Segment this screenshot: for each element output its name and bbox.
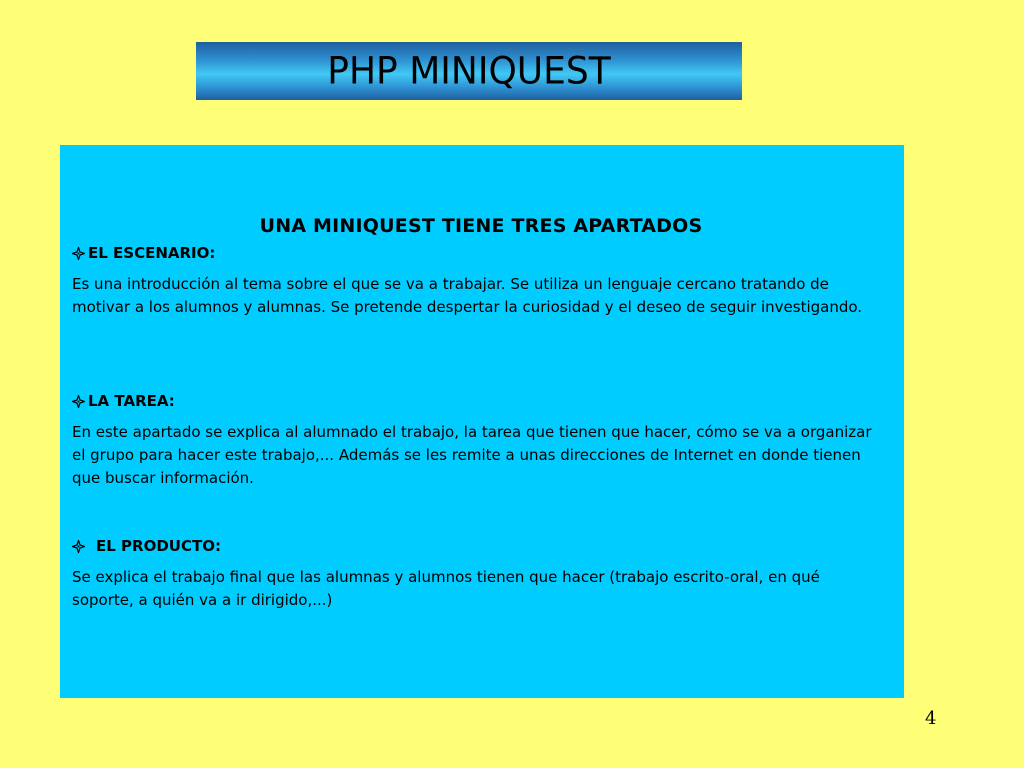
section-title-label: EL ESCENARIO: <box>88 244 216 262</box>
section-body-escenario: Es una introducción al tema sobre el que se va a trabajar. Se utiliza un lenguaje cercano tratando de motivar a los alumnos y alumnas. Se pretende despertar la curiosidad y el deseo de seguir investigando. <box>72 275 863 316</box>
section-body-tarea: En este apartado se explica al alumnado el trabajo, la tarea que tienen que hacer, cómo se va a organizar el grupo para hacer este trabajo,... Además se les remite a unas direcciones de Internet en donde tienen que buscar información. <box>72 423 872 487</box>
diamond-bullet-icon <box>72 540 85 553</box>
section-title-escenario <box>72 243 884 263</box>
title-banner <box>196 42 742 100</box>
box-heading: UNA MINIQUEST TIENE TRES APARTADOS <box>259 215 703 237</box>
section-title-label: EL PRODUCTO: <box>96 537 221 555</box>
section-title-tarea <box>72 391 884 411</box>
section-body-producto: Se explica el trabajo final que las alumnas y alumnos tienen que hacer (trabajo escrito-oral, en qué soporte, a quién va a ir dirigido,...) <box>72 568 820 609</box>
diamond-bullet-icon <box>72 247 85 260</box>
diamond-bullet-icon <box>72 395 85 408</box>
content-box <box>60 145 904 698</box>
section-title-producto <box>72 536 884 556</box>
slide-title: PHP MINIQUEST <box>327 49 611 93</box>
section-title-label: LA TAREA: <box>88 392 175 410</box>
page-number: 4 <box>925 708 937 729</box>
